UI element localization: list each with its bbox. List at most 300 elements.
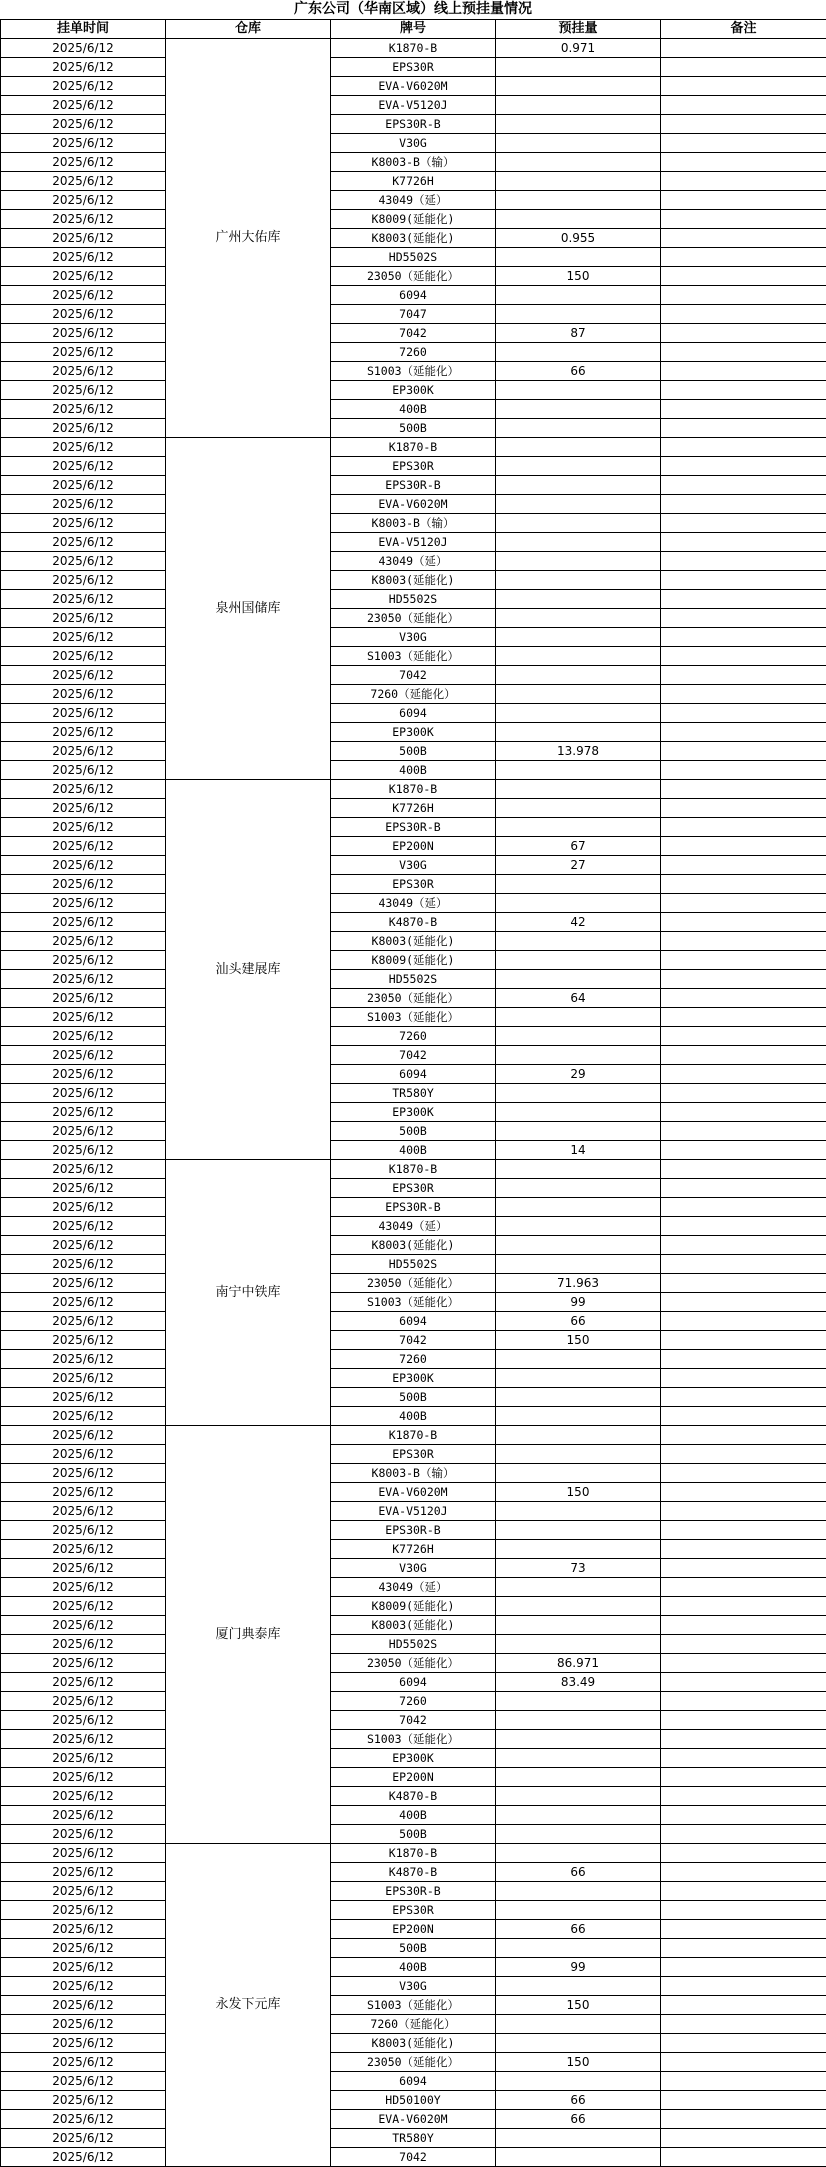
cell-quantity: 83.49 xyxy=(496,1673,661,1692)
cell-warehouse: 永发下元库 xyxy=(166,1844,331,2167)
cell-brand: 6094 xyxy=(331,1673,496,1692)
cell-remark xyxy=(661,1863,826,1882)
table-row xyxy=(1,476,826,495)
cell-date: 2025/6/12 xyxy=(1,1483,166,1502)
cell-remark xyxy=(661,58,826,77)
cell-remark xyxy=(661,1445,826,1464)
cell-brand: K8009(延能化) xyxy=(331,951,496,970)
table-row xyxy=(1,2091,826,2110)
cell-date: 2025/6/12 xyxy=(1,457,166,476)
cell-remark xyxy=(661,2129,826,2148)
cell-brand: K8003-B（输） xyxy=(331,514,496,533)
cell-brand: EPS30R-B xyxy=(331,1521,496,1540)
cell-quantity xyxy=(496,951,661,970)
cell-date: 2025/6/12 xyxy=(1,1407,166,1426)
cell-quantity xyxy=(496,1217,661,1236)
cell-date: 2025/6/12 xyxy=(1,39,166,58)
cell-remark xyxy=(661,2148,826,2167)
cell-date: 2025/6/12 xyxy=(1,514,166,533)
cell-date: 2025/6/12 xyxy=(1,381,166,400)
cell-remark xyxy=(661,210,826,229)
table-row xyxy=(1,647,826,666)
cell-brand: K1870-B xyxy=(331,438,496,457)
cell-date: 2025/6/12 xyxy=(1,875,166,894)
table-row xyxy=(1,419,826,438)
table-row xyxy=(1,1559,826,1578)
cell-date: 2025/6/12 xyxy=(1,229,166,248)
cell-brand: EP300K xyxy=(331,1103,496,1122)
cell-quantity: 71.963 xyxy=(496,1274,661,1293)
cell-brand: 43049（延） xyxy=(331,552,496,571)
cell-remark xyxy=(661,381,826,400)
cell-date: 2025/6/12 xyxy=(1,1521,166,1540)
cell-remark xyxy=(661,2091,826,2110)
header-quantity: 预挂量 xyxy=(496,20,661,39)
table-row xyxy=(1,2015,826,2034)
cell-date: 2025/6/12 xyxy=(1,96,166,115)
cell-brand: EVA-V6020M xyxy=(331,2110,496,2129)
table-row xyxy=(1,343,826,362)
table-row xyxy=(1,2034,826,2053)
cell-brand: V30G xyxy=(331,1977,496,1996)
cell-brand: EVA-V6020M xyxy=(331,77,496,96)
cell-date: 2025/6/12 xyxy=(1,571,166,590)
cell-quantity: 73 xyxy=(496,1559,661,1578)
cell-date: 2025/6/12 xyxy=(1,1502,166,1521)
table-row xyxy=(1,248,826,267)
cell-quantity xyxy=(496,1008,661,1027)
cell-remark xyxy=(661,1160,826,1179)
cell-brand: 6094 xyxy=(331,704,496,723)
cell-quantity xyxy=(496,780,661,799)
cell-date: 2025/6/12 xyxy=(1,1122,166,1141)
cell-date: 2025/6/12 xyxy=(1,1255,166,1274)
cell-quantity xyxy=(496,1388,661,1407)
cell-remark xyxy=(661,77,826,96)
cell-brand: EP200N xyxy=(331,1768,496,1787)
cell-date: 2025/6/12 xyxy=(1,1331,166,1350)
cell-date: 2025/6/12 xyxy=(1,2129,166,2148)
cell-date: 2025/6/12 xyxy=(1,172,166,191)
cell-quantity xyxy=(496,1084,661,1103)
cell-quantity xyxy=(496,628,661,647)
cell-quantity xyxy=(496,970,661,989)
cell-brand: 43049（延） xyxy=(331,1217,496,1236)
table-row xyxy=(1,1787,826,1806)
cell-quantity xyxy=(496,590,661,609)
cell-brand: 43049（延） xyxy=(331,894,496,913)
cell-remark xyxy=(661,1426,826,1445)
cell-date: 2025/6/12 xyxy=(1,305,166,324)
cell-quantity xyxy=(496,438,661,457)
cell-quantity xyxy=(496,533,661,552)
cell-remark xyxy=(661,533,826,552)
cell-remark xyxy=(661,1312,826,1331)
cell-brand: 400B xyxy=(331,400,496,419)
cell-brand: 500B xyxy=(331,1388,496,1407)
cell-date: 2025/6/12 xyxy=(1,1160,166,1179)
cell-date: 2025/6/12 xyxy=(1,1749,166,1768)
cell-remark xyxy=(661,970,826,989)
cell-remark xyxy=(661,1407,826,1426)
cell-warehouse: 泉州国储库 xyxy=(166,438,331,780)
cell-remark xyxy=(661,1179,826,1198)
cell-remark xyxy=(661,1084,826,1103)
table-row xyxy=(1,1749,826,1768)
cell-remark xyxy=(661,1977,826,1996)
cell-quantity xyxy=(496,2034,661,2053)
cell-quantity xyxy=(496,1103,661,1122)
cell-remark xyxy=(661,96,826,115)
cell-remark xyxy=(661,495,826,514)
cell-remark xyxy=(661,2110,826,2129)
cell-remark xyxy=(661,1692,826,1711)
cell-date: 2025/6/12 xyxy=(1,818,166,837)
cell-warehouse: 厦门典泰库 xyxy=(166,1426,331,1844)
cell-quantity xyxy=(496,894,661,913)
cell-brand: EPS30R xyxy=(331,1179,496,1198)
cell-date: 2025/6/12 xyxy=(1,723,166,742)
cell-quantity xyxy=(496,1635,661,1654)
cell-brand: HD5502S xyxy=(331,1255,496,1274)
cell-date: 2025/6/12 xyxy=(1,1141,166,1160)
cell-remark xyxy=(661,1027,826,1046)
cell-brand: 23050（延能化） xyxy=(331,1274,496,1293)
cell-date: 2025/6/12 xyxy=(1,761,166,780)
cell-quantity xyxy=(496,305,661,324)
table-row xyxy=(1,1179,826,1198)
cell-remark xyxy=(661,1464,826,1483)
cell-brand: K7726H xyxy=(331,799,496,818)
cell-brand: K8003(延能化) xyxy=(331,229,496,248)
cell-remark xyxy=(661,1122,826,1141)
cell-brand: K7726H xyxy=(331,1540,496,1559)
cell-quantity xyxy=(496,191,661,210)
cell-remark xyxy=(661,704,826,723)
cell-remark xyxy=(661,324,826,343)
cell-brand: TR580Y xyxy=(331,1084,496,1103)
cell-date: 2025/6/12 xyxy=(1,495,166,514)
cell-quantity: 42 xyxy=(496,913,661,932)
cell-brand: 7260 xyxy=(331,1027,496,1046)
cell-date: 2025/6/12 xyxy=(1,1274,166,1293)
table-row xyxy=(1,1920,826,1939)
cell-date: 2025/6/12 xyxy=(1,609,166,628)
cell-brand: S1003（延能化） xyxy=(331,362,496,381)
cell-remark xyxy=(661,628,826,647)
table-row xyxy=(1,1616,826,1635)
cell-remark xyxy=(661,1654,826,1673)
table-row xyxy=(1,2072,826,2091)
cell-remark xyxy=(661,267,826,286)
cell-brand: K1870-B xyxy=(331,780,496,799)
cell-brand: V30G xyxy=(331,1559,496,1578)
cell-date: 2025/6/12 xyxy=(1,1939,166,1958)
cell-quantity xyxy=(496,1730,661,1749)
cell-date: 2025/6/12 xyxy=(1,286,166,305)
cell-remark xyxy=(661,1350,826,1369)
table-row xyxy=(1,1958,826,1977)
cell-quantity xyxy=(496,419,661,438)
cell-brand: 7042 xyxy=(331,666,496,685)
cell-quantity xyxy=(496,248,661,267)
cell-quantity xyxy=(496,1426,661,1445)
cell-quantity xyxy=(496,1882,661,1901)
cell-quantity xyxy=(496,210,661,229)
cell-quantity xyxy=(496,1977,661,1996)
cell-remark xyxy=(661,1369,826,1388)
table-row xyxy=(1,1236,826,1255)
table-row xyxy=(1,1635,826,1654)
cell-date: 2025/6/12 xyxy=(1,58,166,77)
cell-brand: 7042 xyxy=(331,1331,496,1350)
cell-date: 2025/6/12 xyxy=(1,1863,166,1882)
cell-remark xyxy=(661,1749,826,1768)
cell-remark xyxy=(661,172,826,191)
cell-remark xyxy=(661,1939,826,1958)
table-row xyxy=(1,780,826,799)
table-row xyxy=(1,1673,826,1692)
cell-brand: S1003（延能化） xyxy=(331,1008,496,1027)
cell-quantity xyxy=(496,723,661,742)
cell-date: 2025/6/12 xyxy=(1,1103,166,1122)
cell-date: 2025/6/12 xyxy=(1,1464,166,1483)
table-row xyxy=(1,970,826,989)
cell-quantity: 86.971 xyxy=(496,1654,661,1673)
cell-remark xyxy=(661,1008,826,1027)
table-row xyxy=(1,1806,826,1825)
cell-quantity xyxy=(496,799,661,818)
cell-brand: EPS30R-B xyxy=(331,476,496,495)
cell-date: 2025/6/12 xyxy=(1,191,166,210)
table-row xyxy=(1,1445,826,1464)
cell-remark xyxy=(661,932,826,951)
cell-date: 2025/6/12 xyxy=(1,685,166,704)
table-row xyxy=(1,267,826,286)
cell-date: 2025/6/12 xyxy=(1,1065,166,1084)
cell-quantity: 0.955 xyxy=(496,229,661,248)
cell-brand: 23050（延能化） xyxy=(331,609,496,628)
cell-quantity xyxy=(496,58,661,77)
cell-quantity: 150 xyxy=(496,1483,661,1502)
table-row xyxy=(1,1084,826,1103)
cell-date: 2025/6/12 xyxy=(1,343,166,362)
cell-remark xyxy=(661,1882,826,1901)
table-row xyxy=(1,1388,826,1407)
cell-brand: 7260 xyxy=(331,1350,496,1369)
cell-quantity xyxy=(496,1616,661,1635)
cell-brand: K8009(延能化) xyxy=(331,210,496,229)
cell-remark xyxy=(661,39,826,58)
table-row xyxy=(1,191,826,210)
table-row xyxy=(1,894,826,913)
cell-date: 2025/6/12 xyxy=(1,115,166,134)
cell-remark xyxy=(661,761,826,780)
cell-quantity: 99 xyxy=(496,1293,661,1312)
table-row xyxy=(1,1768,826,1787)
cell-quantity xyxy=(496,552,661,571)
cell-date: 2025/6/12 xyxy=(1,134,166,153)
cell-warehouse: 汕头建展库 xyxy=(166,780,331,1160)
table-row xyxy=(1,761,826,780)
cell-remark xyxy=(661,1673,826,1692)
cell-remark xyxy=(661,1046,826,1065)
cell-brand: HD5502S xyxy=(331,590,496,609)
cell-brand: 6094 xyxy=(331,286,496,305)
cell-remark xyxy=(661,685,826,704)
cell-brand: 500B xyxy=(331,1825,496,1844)
cell-remark xyxy=(661,419,826,438)
cell-brand: EVA-V5120J xyxy=(331,96,496,115)
cell-remark xyxy=(661,1388,826,1407)
cell-brand: S1003（延能化） xyxy=(331,1730,496,1749)
cell-brand: K8003(延能化) xyxy=(331,1616,496,1635)
cell-date: 2025/6/12 xyxy=(1,1198,166,1217)
cell-quantity xyxy=(496,932,661,951)
cell-brand: 7260 xyxy=(331,343,496,362)
cell-brand: EVA-V6020M xyxy=(331,1483,496,1502)
cell-remark xyxy=(661,1103,826,1122)
cell-brand: EVA-V6020M xyxy=(331,495,496,514)
table-row xyxy=(1,533,826,552)
cell-quantity: 13.978 xyxy=(496,742,661,761)
cell-remark xyxy=(661,2034,826,2053)
cell-quantity xyxy=(496,153,661,172)
cell-remark xyxy=(661,780,826,799)
cell-date: 2025/6/12 xyxy=(1,1179,166,1198)
sheet-title: 广东公司（华南区域）线上预挂量情况 xyxy=(294,1,532,17)
cell-remark xyxy=(661,476,826,495)
table-row xyxy=(1,685,826,704)
table-row xyxy=(1,1312,826,1331)
cell-remark xyxy=(661,134,826,153)
table-row xyxy=(1,1255,826,1274)
cell-quantity xyxy=(496,761,661,780)
cell-quantity xyxy=(496,609,661,628)
cell-quantity xyxy=(496,1464,661,1483)
table-row xyxy=(1,799,826,818)
cell-quantity xyxy=(496,704,661,723)
cell-quantity xyxy=(496,1787,661,1806)
table-row xyxy=(1,837,826,856)
cell-date: 2025/6/12 xyxy=(1,970,166,989)
cell-remark xyxy=(661,913,826,932)
table-row xyxy=(1,666,826,685)
cell-remark xyxy=(661,400,826,419)
table-row xyxy=(1,742,826,761)
cell-remark xyxy=(661,514,826,533)
cell-date: 2025/6/12 xyxy=(1,2091,166,2110)
cell-brand: 400B xyxy=(331,761,496,780)
cell-brand: K8003-B（输） xyxy=(331,1464,496,1483)
cell-brand: K8009(延能化) xyxy=(331,1597,496,1616)
cell-quantity xyxy=(496,286,661,305)
cell-remark xyxy=(661,1255,826,1274)
cell-quantity xyxy=(496,647,661,666)
cell-brand: K8003(延能化) xyxy=(331,1236,496,1255)
table-body xyxy=(1,39,826,2167)
cell-brand: K4870-B xyxy=(331,913,496,932)
cell-brand: 500B xyxy=(331,1939,496,1958)
cell-quantity xyxy=(496,115,661,134)
cell-remark xyxy=(661,2053,826,2072)
cell-quantity xyxy=(496,1540,661,1559)
table-row xyxy=(1,1825,826,1844)
table-row xyxy=(1,2110,826,2129)
cell-remark xyxy=(661,191,826,210)
cell-remark xyxy=(661,875,826,894)
table-row xyxy=(1,1141,826,1160)
cell-quantity xyxy=(496,1711,661,1730)
table-row xyxy=(1,1369,826,1388)
cell-remark xyxy=(661,1578,826,1597)
cell-quantity: 66 xyxy=(496,1863,661,1882)
cell-brand: V30G xyxy=(331,134,496,153)
table-row xyxy=(1,400,826,419)
cell-quantity xyxy=(496,134,661,153)
cell-brand: 7042 xyxy=(331,1046,496,1065)
cell-quantity: 29 xyxy=(496,1065,661,1084)
cell-brand: 23050（延能化） xyxy=(331,989,496,1008)
cell-date: 2025/6/12 xyxy=(1,2148,166,2167)
cell-date: 2025/6/12 xyxy=(1,1768,166,1787)
cell-remark xyxy=(661,1274,826,1293)
cell-brand: 43049（延） xyxy=(331,1578,496,1597)
cell-remark xyxy=(661,1540,826,1559)
table-row xyxy=(1,1939,826,1958)
cell-quantity xyxy=(496,1350,661,1369)
cell-quantity xyxy=(496,818,661,837)
cell-remark xyxy=(661,856,826,875)
table-row xyxy=(1,1844,826,1863)
cell-brand: 23050（延能化） xyxy=(331,267,496,286)
cell-date: 2025/6/12 xyxy=(1,533,166,552)
cell-quantity xyxy=(496,1502,661,1521)
table-row xyxy=(1,1863,826,1882)
cell-quantity xyxy=(496,1255,661,1274)
cell-brand: 6094 xyxy=(331,1312,496,1331)
cell-remark xyxy=(661,286,826,305)
cell-remark xyxy=(661,1825,826,1844)
listing-table xyxy=(0,19,826,2167)
cell-quantity xyxy=(496,2015,661,2034)
cell-quantity: 150 xyxy=(496,1996,661,2015)
table-row xyxy=(1,609,826,628)
cell-date: 2025/6/12 xyxy=(1,1920,166,1939)
table-row xyxy=(1,1977,826,1996)
cell-remark xyxy=(661,1901,826,1920)
cell-quantity: 150 xyxy=(496,2053,661,2072)
cell-remark xyxy=(661,1844,826,1863)
cell-remark xyxy=(661,1806,826,1825)
cell-brand: EPS30R-B xyxy=(331,1882,496,1901)
cell-quantity: 66 xyxy=(496,2110,661,2129)
cell-brand: 6094 xyxy=(331,1065,496,1084)
cell-quantity xyxy=(496,1160,661,1179)
table-row xyxy=(1,1464,826,1483)
cell-date: 2025/6/12 xyxy=(1,1293,166,1312)
cell-brand: EPS30R xyxy=(331,58,496,77)
cell-quantity xyxy=(496,1939,661,1958)
cell-remark xyxy=(661,894,826,913)
header-row xyxy=(1,20,826,39)
cell-date: 2025/6/12 xyxy=(1,1559,166,1578)
table-row xyxy=(1,96,826,115)
cell-remark xyxy=(661,799,826,818)
cell-date: 2025/6/12 xyxy=(1,1445,166,1464)
cell-warehouse: 南宁中铁库 xyxy=(166,1160,331,1426)
cell-remark xyxy=(661,1141,826,1160)
